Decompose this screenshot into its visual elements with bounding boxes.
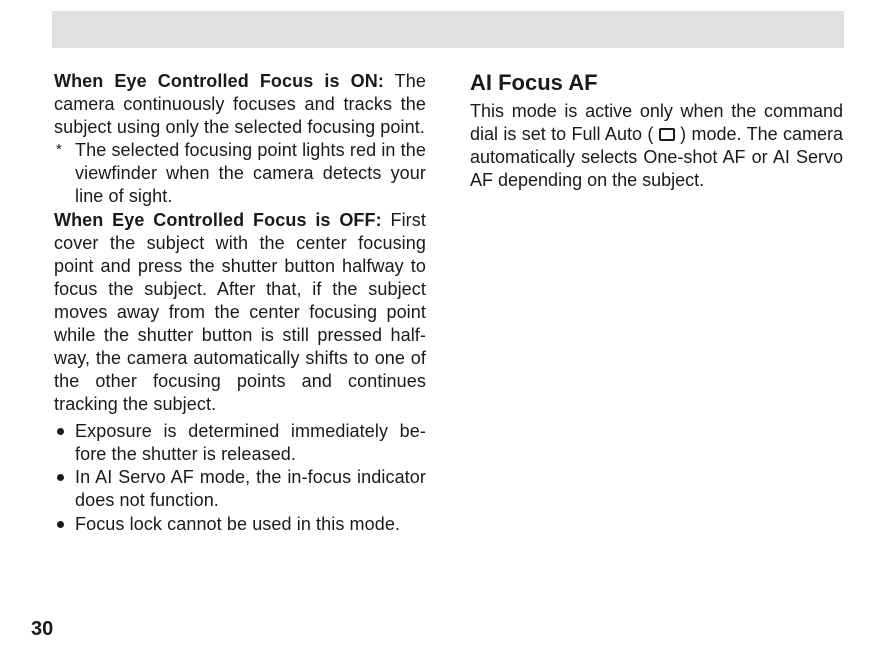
bullet-text: Focus lock cannot be used in this mode. [75,514,401,535]
list-item [54,420,426,466]
bullet-icon [54,420,75,466]
bullet-text: Exposure is determined immediately be-fore the shutter is released. [75,420,426,464]
eye-on-text: The camera continuously focuses and tracks the subject using only the selected focusing point. [54,71,426,137]
bullet-icon [54,513,75,536]
page-number: 30 [31,618,54,640]
left-column [54,70,426,537]
asterisk-mark: * [56,140,62,158]
right-column [470,70,843,192]
eye-on-paragraph [54,70,426,139]
ai-focus-heading: AI Focus AF [470,70,598,95]
bullet-text: In AI Servo AF mode, the in-focus indicator does not function. [75,467,426,511]
eye-on-lead: When Eye Controlled Focus is ON: [54,71,384,91]
full-auto-rectangle-icon [659,128,675,141]
eye-on-note [54,139,426,208]
bullet-list [54,420,426,537]
bullet-icon [54,466,75,512]
ai-focus-paragraph [470,100,843,192]
ai-focus-text-2: ) mode. The camera automatically selects One-shot AF or AI Servo AF depending on the subject. [470,123,843,190]
eye-off-text: First cover the subject with the center focusing point and press the shutter button halfway to focus the subject. After that, if the subject moves away from the center focusing point while the shutter button is still pressed half-way, the camera automatically shifts to one of the other focusing points and continues tracking the subject. [54,210,426,414]
ai-focus-text-1: This mode is active only when the command dial is set to Full Auto ( [470,101,843,144]
list-item [54,466,426,512]
header-band [52,11,844,48]
list-item [54,513,426,536]
eye-off-lead: When Eye Controlled Focus is OFF: [54,210,382,231]
note-text: The selected focusing point lights red in the viewfinder when the camera detects your line of sight. [75,139,426,206]
eye-off-paragraph [54,209,426,415]
